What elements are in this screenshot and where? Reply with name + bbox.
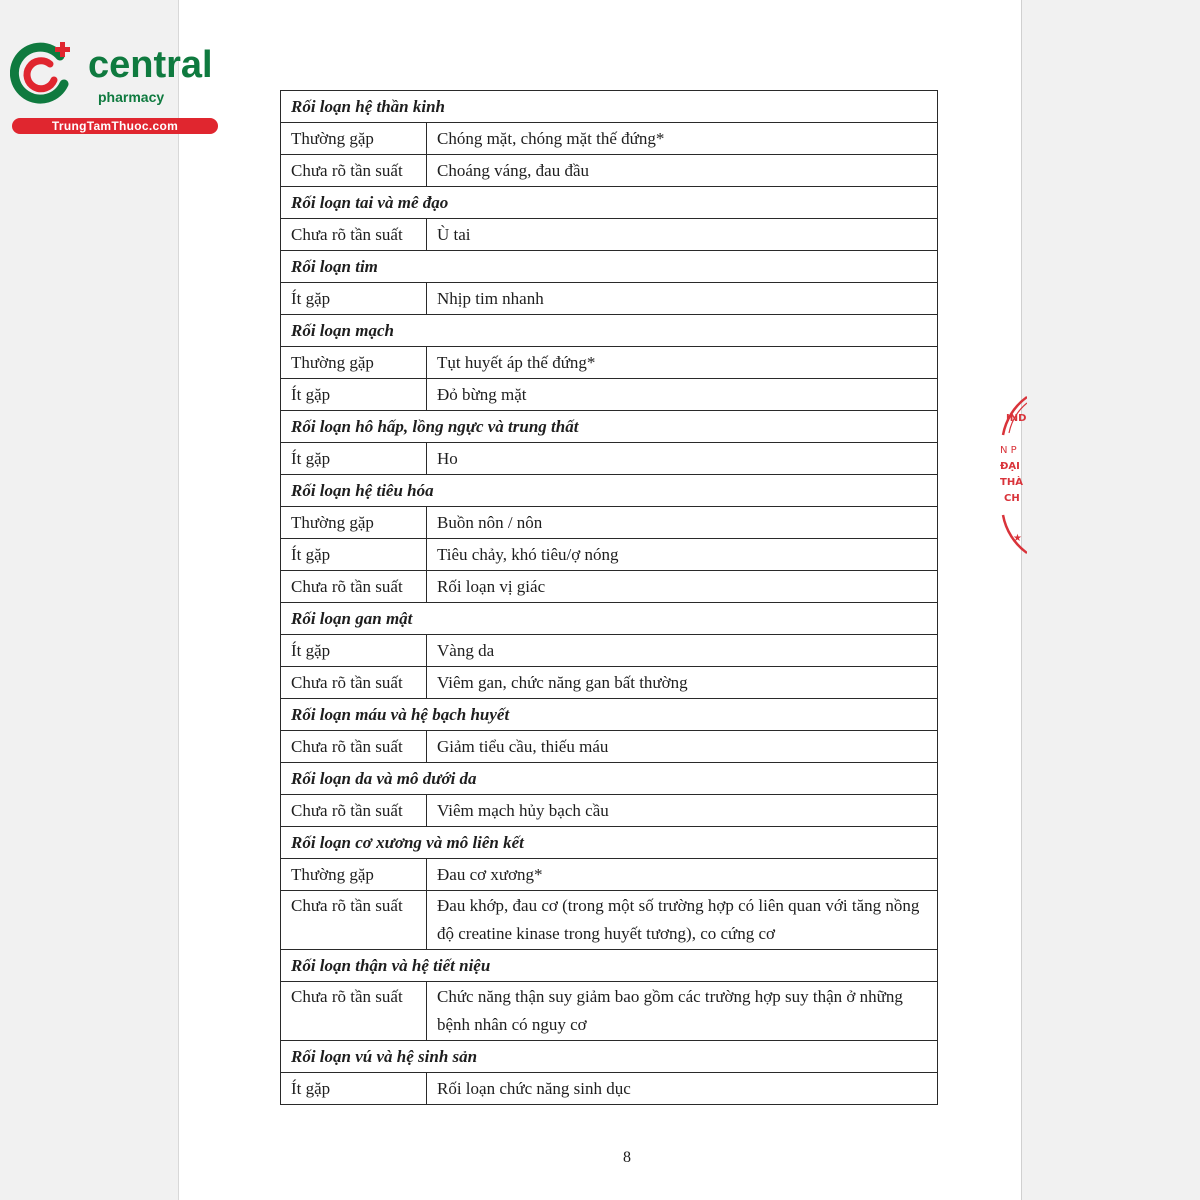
frequency-cell: Chưa rõ tần suất	[281, 891, 427, 950]
red-seal-stamp-icon	[997, 395, 1027, 555]
table-row	[281, 667, 938, 699]
brand-logo[interactable]	[10, 36, 215, 136]
table-row	[281, 731, 938, 763]
adverse-effects-table	[280, 90, 938, 1105]
effect-cell: Choáng váng, đau đầu	[427, 155, 938, 187]
effect-cell: Chóng mặt, chóng mặt thế đứng*	[427, 123, 938, 155]
table-row	[281, 219, 938, 251]
effect-cell: Rối loạn chức năng sinh dục	[427, 1073, 938, 1105]
svg-text:★: ★	[1013, 533, 1022, 544]
frequency-cell: Chưa rõ tần suất	[281, 795, 427, 827]
frequency-cell: Thường gặp	[281, 859, 427, 891]
effect-cell: Nhịp tim nhanh	[427, 283, 938, 315]
logo-url[interactable]: TrungTamThuoc.com	[12, 118, 218, 134]
table-row	[281, 539, 938, 571]
pharmacy-cross-logo-icon	[10, 40, 76, 106]
table-row	[281, 283, 938, 315]
category-heading: Rối loạn hô hấp, lồng ngực và trung thất	[281, 411, 938, 443]
effect-cell: Ho	[427, 443, 938, 475]
effect-cell: Buồn nôn / nôn	[427, 507, 938, 539]
svg-text:ĐẠI: ĐẠI	[1000, 461, 1020, 472]
svg-text:CH: CH	[1004, 493, 1020, 504]
page-number: 8	[623, 1149, 631, 1166]
category-heading: Rối loạn cơ xương và mô liên kết	[281, 827, 938, 859]
table-row	[281, 859, 938, 891]
category-row	[281, 91, 938, 123]
frequency-cell: Thường gặp	[281, 347, 427, 379]
category-row	[281, 411, 938, 443]
table-row	[281, 982, 938, 1041]
category-heading: Rối loạn hệ thần kinh	[281, 91, 938, 123]
svg-text:THÀ: THÀ	[1000, 477, 1023, 488]
effect-cell: Chức năng thận suy giảm bao gồm các trường hợp suy thận ở những bệnh nhân có nguy cơ	[427, 982, 938, 1041]
effect-cell: Viêm mạch hủy bạch cầu	[427, 795, 938, 827]
category-row	[281, 699, 938, 731]
category-row	[281, 187, 938, 219]
effect-cell: Viêm gan, chức năng gan bất thường	[427, 667, 938, 699]
category-heading: Rối loạn máu và hệ bạch huyết	[281, 699, 938, 731]
logo-name: central	[88, 44, 213, 86]
effect-cell: Đau cơ xương*	[427, 859, 938, 891]
frequency-cell: Ít gặp	[281, 1073, 427, 1105]
category-heading: Rối loạn gan mật	[281, 603, 938, 635]
frequency-cell: Chưa rõ tần suất	[281, 667, 427, 699]
category-row	[281, 950, 938, 982]
table-row	[281, 443, 938, 475]
effect-cell: Tụt huyết áp thế đứng*	[427, 347, 938, 379]
category-heading: Rối loạn vú và hệ sinh sản	[281, 1041, 938, 1073]
frequency-cell: Ít gặp	[281, 635, 427, 667]
effect-cell: Rối loạn vị giác	[427, 571, 938, 603]
category-row	[281, 827, 938, 859]
frequency-cell: Ít gặp	[281, 283, 427, 315]
frequency-cell: Chưa rõ tần suất	[281, 155, 427, 187]
table-row	[281, 155, 938, 187]
category-heading: Rối loạn da và mô dưới da	[281, 763, 938, 795]
frequency-cell: Chưa rõ tần suất	[281, 571, 427, 603]
category-row	[281, 763, 938, 795]
table-row	[281, 635, 938, 667]
frequency-cell: Chưa rõ tần suất	[281, 982, 427, 1041]
category-row	[281, 1041, 938, 1073]
category-heading: Rối loạn thận và hệ tiết niệu	[281, 950, 938, 982]
effect-cell: Đỏ bừng mặt	[427, 379, 938, 411]
effect-cell: Tiêu chảy, khó tiêu/ợ nóng	[427, 539, 938, 571]
category-row	[281, 475, 938, 507]
frequency-cell: Chưa rõ tần suất	[281, 731, 427, 763]
frequency-cell: Ít gặp	[281, 443, 427, 475]
table-row	[281, 379, 938, 411]
frequency-cell: Ít gặp	[281, 379, 427, 411]
category-row	[281, 315, 938, 347]
category-heading: Rối loạn mạch	[281, 315, 938, 347]
category-heading: Rối loạn tai và mê đạo	[281, 187, 938, 219]
table-row	[281, 123, 938, 155]
table-row	[281, 571, 938, 603]
table-row	[281, 891, 938, 950]
frequency-cell: Thường gặp	[281, 123, 427, 155]
logo-subtitle: pharmacy	[98, 89, 165, 105]
category-row	[281, 251, 938, 283]
effect-cell: Đau khớp, đau cơ (trong một số trường hợp có liên quan với tăng nồng độ creatine kinase trong huyết tương), co cứng cơ	[427, 891, 938, 950]
table-row	[281, 507, 938, 539]
category-heading: Rối loạn tim	[281, 251, 938, 283]
effect-cell: Vàng da	[427, 635, 938, 667]
svg-text:N P: N P	[1000, 445, 1017, 456]
frequency-cell: Ít gặp	[281, 539, 427, 571]
frequency-cell: Thường gặp	[281, 507, 427, 539]
table-row	[281, 347, 938, 379]
category-heading: Rối loạn hệ tiêu hóa	[281, 475, 938, 507]
frequency-cell: Chưa rõ tần suất	[281, 219, 427, 251]
table-row	[281, 795, 938, 827]
effect-cell: Ù tai	[427, 219, 938, 251]
table-row	[281, 1073, 938, 1105]
category-row	[281, 603, 938, 635]
effect-cell: Giảm tiểu cầu, thiếu máu	[427, 731, 938, 763]
svg-text:IND: IND	[1006, 413, 1027, 424]
